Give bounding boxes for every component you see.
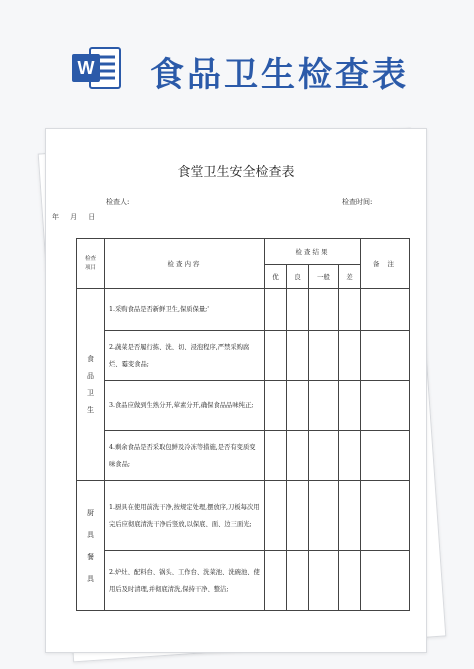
cell-excellent — [265, 289, 287, 331]
word-icon — [70, 42, 122, 94]
cell-average — [309, 381, 339, 431]
result-col-excellent: 优 — [265, 265, 287, 289]
category-food-hygiene: 食 品 卫 生 — [77, 289, 105, 481]
check-item: 1.采购食品是否新鲜卫生,保质保量;' — [105, 289, 265, 331]
cell-excellent — [265, 331, 287, 381]
cell-average — [309, 289, 339, 331]
check-item: 2.蔬菜是否履行拣、洗、切、浸泡程序,严禁采购腐烂、霉变食品; — [105, 331, 265, 381]
cell-excellent — [265, 481, 287, 551]
document-page — [45, 128, 427, 653]
cell-average — [309, 431, 339, 481]
cell-poor — [339, 551, 361, 611]
cell-poor — [339, 331, 361, 381]
svg-text:W: W — [77, 58, 95, 78]
cell-remark — [361, 551, 410, 611]
cell-good — [287, 289, 309, 331]
result-col-poor: 差 — [339, 265, 361, 289]
cell-excellent — [265, 381, 287, 431]
table-row — [77, 381, 410, 431]
table-row — [77, 551, 410, 611]
table-row — [77, 331, 410, 381]
cell-remark — [361, 481, 410, 551]
result-col-average: 一般 — [309, 265, 339, 289]
category-kitchenware: 厨 具 餐 具 — [77, 481, 105, 611]
cell-good — [287, 431, 309, 481]
cell-good — [287, 481, 309, 551]
cell-poor — [339, 431, 361, 481]
cell-good — [287, 381, 309, 431]
cell-average — [309, 551, 339, 611]
banner-title: 食品卫生检查表 — [150, 55, 409, 95]
inspector-label: 检查人: — [106, 198, 130, 206]
header-result: 检查结果 — [265, 239, 361, 265]
check-item: 4.剩余食品是否采取包鲜及冷冻等措施,是否有变质变味食品; — [105, 431, 265, 481]
check-item: 1.厨具在使用前洗干净,按规定处理,摆放序,刀板每次用完后应彻底清洗干净后竖放,以保底、面、边三面光; — [105, 481, 265, 551]
cell-excellent — [265, 431, 287, 481]
result-col-good: 良 — [287, 265, 309, 289]
cell-poor — [339, 381, 361, 431]
cell-remark — [361, 289, 410, 331]
table-row — [77, 481, 410, 551]
cell-average — [309, 331, 339, 381]
cell-good — [287, 551, 309, 611]
cell-remark — [361, 431, 410, 481]
table-row — [77, 431, 410, 481]
header-banner — [0, 0, 474, 120]
inspection-time-label: 检查时间: — [342, 198, 373, 206]
header-remark: 备 注 — [361, 239, 410, 289]
document-title: 食堂卫生安全检查表 — [177, 165, 295, 180]
cell-poor — [339, 289, 361, 331]
header-content: 检查内容 — [105, 239, 265, 289]
cell-excellent — [265, 551, 287, 611]
check-item: 2.炉灶、配料台、锅头、工作台、洗菜池、洗碗池、使用后及时清理,并彻底清洗,保持干净、整洁; — [105, 551, 265, 611]
header-project: 检查 项目 — [77, 239, 105, 289]
date-label: 年 月 日 — [52, 213, 96, 221]
cell-good — [287, 331, 309, 381]
cell-poor — [339, 481, 361, 551]
cell-remark — [361, 331, 410, 381]
cell-average — [309, 481, 339, 551]
cell-remark — [361, 381, 410, 431]
check-item: 3.食品应做到生熟分开,荤素分开,确保食品品味纯正; — [105, 381, 265, 431]
table-row — [77, 289, 410, 331]
inspection-table — [76, 238, 410, 611]
